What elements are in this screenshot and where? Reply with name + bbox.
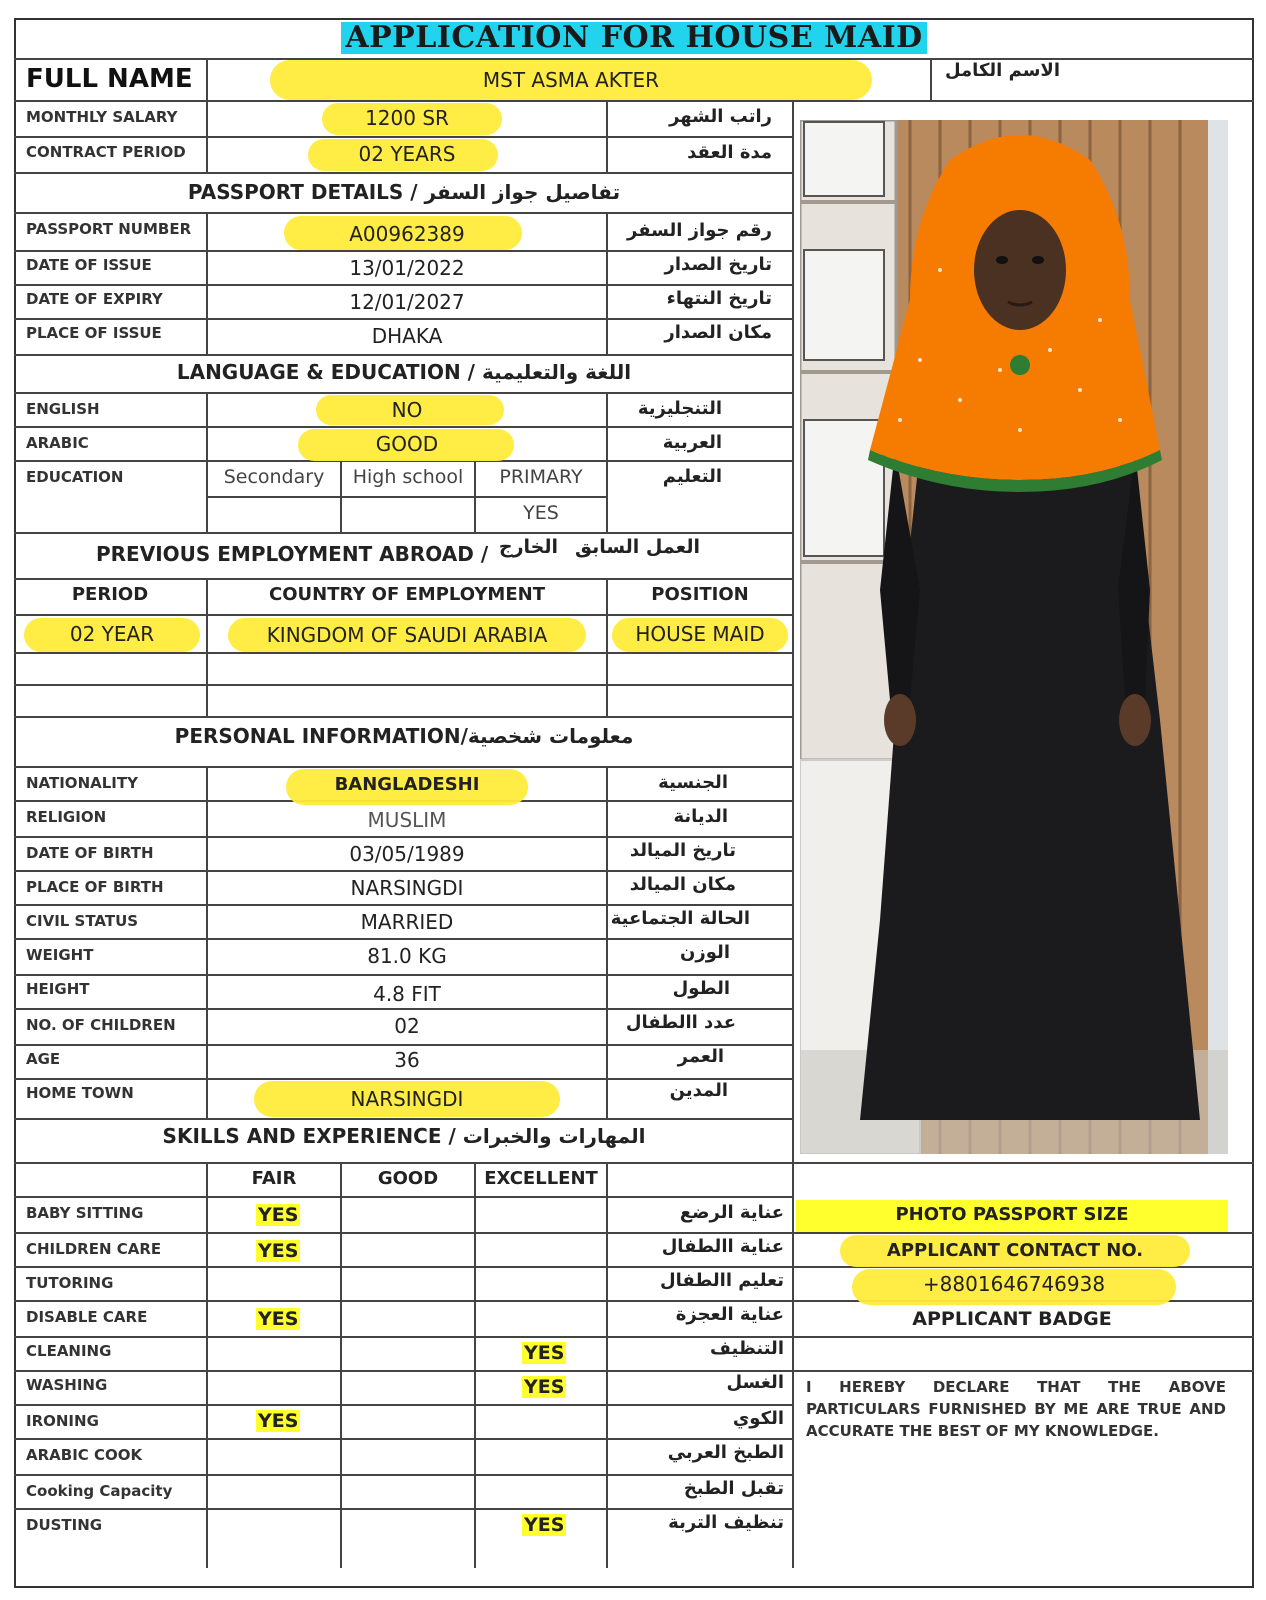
skill-ar: تعليم االطفال — [660, 1270, 784, 1291]
form-title: APPLICATION FOR HOUSE MAID — [341, 22, 926, 54]
skills-section-en: SKILLS AND EXPERIENCE / — [162, 1124, 456, 1148]
date-issue-label: DATE OF ISSUE — [26, 256, 152, 274]
dob-ar: تاريخ الميالد — [629, 840, 736, 861]
skills-header-excellent: EXCELLENT — [484, 1168, 598, 1189]
lang-section-ar: اللغة والتعليمية — [481, 360, 632, 384]
skill-ar: تقبل الطبخ — [683, 1478, 784, 1499]
prev-section-ar2: العمل السابق — [574, 536, 700, 558]
prev-period-value: 02 YEAR — [69, 622, 155, 646]
skills-header-fair: FAIR — [251, 1168, 297, 1189]
full-name-label: FULL NAME — [26, 64, 193, 94]
nationality-value: BANGLADESHI — [334, 774, 480, 795]
date-expiry-ar: تاريخ النتهاء — [666, 288, 772, 309]
prev-header-period: PERIOD — [71, 584, 149, 605]
arabic-value: GOOD — [375, 432, 439, 456]
passport-section-ar: تفاصيل جواز السفر — [424, 180, 621, 204]
skill-label: ARABIC COOK — [26, 1446, 143, 1464]
skill-fair-yes: YES — [258, 1308, 299, 1330]
lang-section-title — [14, 360, 794, 384]
education-label: EDUCATION — [26, 468, 124, 486]
dob-label: DATE OF BIRTH — [26, 844, 154, 862]
education-primary-value: YES — [523, 502, 559, 524]
children-value: 02 — [394, 1014, 420, 1038]
skill-label: CHILDREN CARE — [26, 1240, 162, 1258]
nationality-label: NATIONALITY — [26, 774, 138, 792]
contract-value: 02 YEARS — [358, 142, 456, 166]
prev-section-ar: الخارج — [498, 536, 558, 558]
weight-ar: الوزن — [680, 942, 730, 963]
passport-section-title — [14, 180, 794, 204]
contact-label: APPLICANT CONTACT NO. — [886, 1240, 1144, 1261]
skill-label: BABY SITTING — [26, 1204, 144, 1222]
skill-excellent-yes: YES — [524, 1376, 565, 1398]
place-issue-label: PLACE OF ISSUE — [26, 324, 162, 342]
english-label: ENGLISH — [26, 400, 100, 418]
civil-label: CIVIL STATUS — [26, 912, 139, 930]
skill-excellent-yes: YES — [524, 1514, 565, 1536]
date-issue-value: 13/01/2022 — [349, 256, 465, 280]
salary-label: MONTHLY SALARY — [26, 108, 178, 126]
skill-fair-yes: YES — [258, 1204, 299, 1226]
skill-ar: الغسل — [726, 1372, 784, 1393]
personal-section-title — [14, 724, 794, 748]
education-primary: PRIMARY — [499, 466, 583, 488]
civil-value: MARRIED — [360, 910, 454, 934]
skill-ar: الطبخ العربي — [667, 1442, 784, 1463]
nationality-ar: الجنسية — [658, 772, 728, 793]
photo-caption: PHOTO PASSPORT SIZE — [895, 1204, 1129, 1225]
date-expiry-label: DATE OF EXPIRY — [26, 290, 163, 308]
contract-ar: مدة العقد — [687, 142, 772, 163]
arabic-ar: العربية — [662, 432, 722, 453]
skill-label: Cooking Capacity — [26, 1482, 173, 1500]
pob-value: NARSINGDI — [350, 876, 464, 900]
religion-ar: الديانة — [673, 806, 728, 827]
passport-number-value: A00962389 — [349, 222, 465, 246]
pob-ar: مكان الميالد — [629, 874, 736, 895]
age-value: 36 — [394, 1048, 420, 1072]
skill-label: IRONING — [26, 1412, 99, 1430]
full-name-ar: الاسم الكامل — [944, 60, 1060, 81]
age-ar: العمر — [677, 1046, 724, 1067]
height-value: 4.8 FIT — [373, 982, 441, 1006]
place-issue-ar: مكان الصدار — [664, 322, 772, 343]
prev-section-en: PREVIOUS EMPLOYMENT ABROAD / — [96, 542, 489, 566]
pob-label: PLACE OF BIRTH — [26, 878, 164, 896]
skill-ar: عناية الرضع — [679, 1202, 784, 1223]
religion-label: RELIGION — [26, 808, 107, 826]
skill-ar: الكوي — [732, 1408, 784, 1429]
education-secondary: Secondary — [223, 466, 325, 488]
skill-ar: عناية االطفال — [661, 1236, 784, 1257]
badge-label: APPLICANT BADGE — [912, 1308, 1112, 1330]
lang-section-en: LANGUAGE & EDUCATION / — [176, 360, 475, 384]
english-ar: التنجليزية — [637, 398, 722, 419]
declaration-text: I HEREBY DECLARE THAT THE ABOVE PARTICULARS FURNISHED BY ME ARE TRUE AND ACCURATE THE BEST OF MY KNOWLEDGE. — [806, 1378, 1226, 1440]
children-label: NO. OF CHILDREN — [26, 1016, 176, 1034]
prev-country-value: KINGDOM OF SAUDI ARABIA — [266, 623, 548, 647]
skills-section-ar: المهارات والخبرات — [462, 1124, 646, 1148]
skill-fair-yes: YES — [258, 1240, 299, 1262]
personal-section-ar: معلومات شخصية — [467, 724, 634, 748]
skill-ar: التنظيف — [710, 1338, 784, 1359]
hometown-ar: المدين — [669, 1080, 728, 1101]
skill-label: WASHING — [26, 1376, 108, 1394]
skills-section-title — [14, 1124, 794, 1148]
salary-ar: راتب الشهر — [669, 106, 772, 127]
skill-excellent-yes: YES — [524, 1342, 565, 1364]
skills-header-good: GOOD — [377, 1168, 439, 1189]
religion-value: MUSLIM — [367, 808, 447, 832]
english-value: NO — [391, 398, 423, 422]
education-ar: التعليم — [662, 466, 722, 487]
skill-label: DUSTING — [26, 1516, 103, 1534]
skill-fair-yes: YES — [258, 1410, 299, 1432]
title-bar — [14, 18, 1254, 58]
hometown-label: HOME TOWN — [26, 1084, 134, 1102]
skill-ar: تنظيف التربة — [668, 1512, 784, 1533]
passport-section-en: PASSPORT DETAILS / — [187, 180, 418, 204]
hometown-value: NARSINGDI — [350, 1087, 464, 1111]
skill-label: CLEANING — [26, 1342, 112, 1360]
weight-value: 81.0 KG — [367, 944, 447, 968]
full-name-value: MST ASMA AKTER — [482, 68, 660, 92]
skill-label: TUTORING — [26, 1274, 114, 1292]
height-label: HEIGHT — [26, 980, 90, 998]
date-expiry-value: 12/01/2027 — [349, 290, 465, 314]
children-ar: عدد االطفال — [625, 1012, 736, 1033]
education-highschool: High school — [352, 466, 464, 488]
civil-ar: الحالة الجتماعية — [610, 908, 750, 929]
skill-label: DISABLE CARE — [26, 1308, 148, 1326]
prev-header-position: POSITION — [651, 584, 749, 605]
passport-number-ar: رقم جواز السفر — [627, 220, 772, 241]
age-label: AGE — [26, 1050, 61, 1068]
contact-value: +8801646746938 — [922, 1272, 1106, 1296]
applicant-photo — [800, 120, 1228, 1154]
date-issue-ar: تاريخ الصدار — [664, 254, 772, 275]
contract-label: CONTRACT PERIOD — [26, 143, 186, 161]
prev-header-country: COUNTRY OF EMPLOYMENT — [269, 584, 545, 605]
passport-number-label: PASSPORT NUMBER — [26, 220, 192, 238]
personal-section-en: PERSONAL INFORMATION/ — [174, 724, 468, 748]
prev-position-value: HOUSE MAID — [635, 622, 765, 646]
height-ar: الطول — [672, 978, 730, 999]
place-issue-value: DHAKA — [371, 324, 443, 348]
skill-ar: عناية العجزة — [675, 1304, 784, 1325]
salary-value: 1200 SR — [365, 106, 449, 130]
applicant-photo-illustration — [800, 120, 1228, 1154]
arabic-label: ARABIC — [26, 434, 89, 452]
weight-label: WEIGHT — [26, 946, 94, 964]
dob-value: 03/05/1989 — [349, 842, 465, 866]
